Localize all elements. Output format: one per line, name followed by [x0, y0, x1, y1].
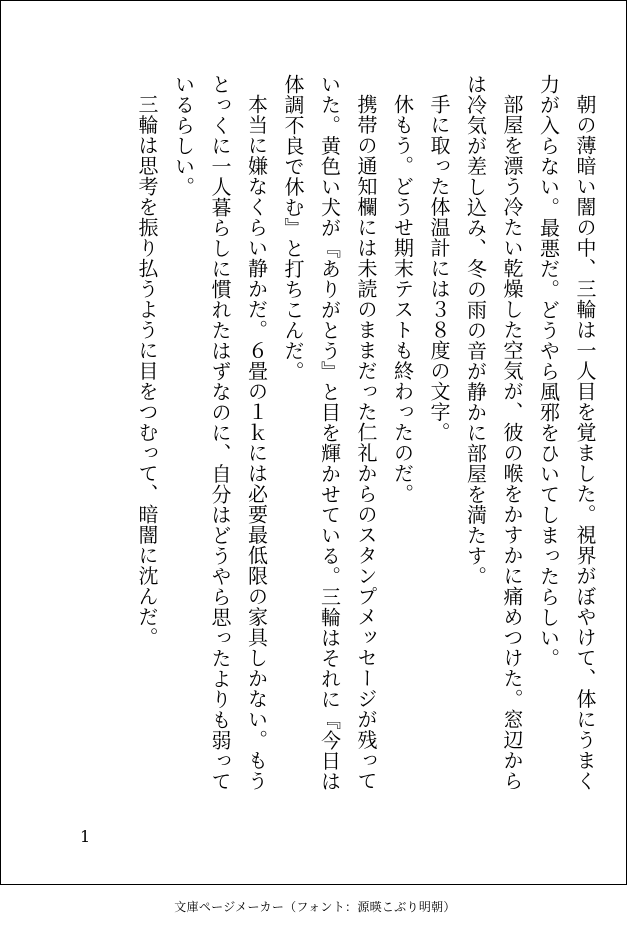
paragraph: 三輪は思考を振り払うように目をつむって、暗闇に沈んだ。: [135, 94, 159, 648]
paragraph: 手に取った体温計には３８度の文字。: [427, 94, 451, 443]
paragraph: 朝の薄暗い闇の中、三輪は一人目を覚ました。視界がぼやけて、体にうまく力が入らない。最悪だ。どうやら風邪をひいてしまったらしい。: [536, 74, 597, 791]
vertical-text-body: [129, 74, 604, 794]
paragraph: 本当に嫌なくらい静かだ。６畳の１ｋには必要最低限の家具しかない。もうとっくに一人暮らしに慣れたはずなのに、自分はどうやら思ったよりも弱っているらしい。: [171, 74, 269, 792]
paragraph: 携帯の通知欄には未読のままだった仁礼からのスタンプメッセージが残っていた。黄色い犬が『ありがとう』と目を輝かせている。三輪はそれに『今日は体調不良で休む』と打ちこんだ。: [281, 74, 378, 792]
paragraph: 休もう。どうせ期末テストも終わったのだ。: [390, 94, 415, 504]
footer-caption: 文庫ページメーカー（フォント：源暎こぶり明朝）: [174, 900, 456, 914]
page-number: 1: [80, 827, 91, 846]
paragraph: 部屋を漂う冷たい乾燥した空気が、彼の喉をかすかに痛めつけた。窓辺からは冷気が差し込み、冬の雨の音が静かに部屋を満たす。: [463, 74, 524, 791]
